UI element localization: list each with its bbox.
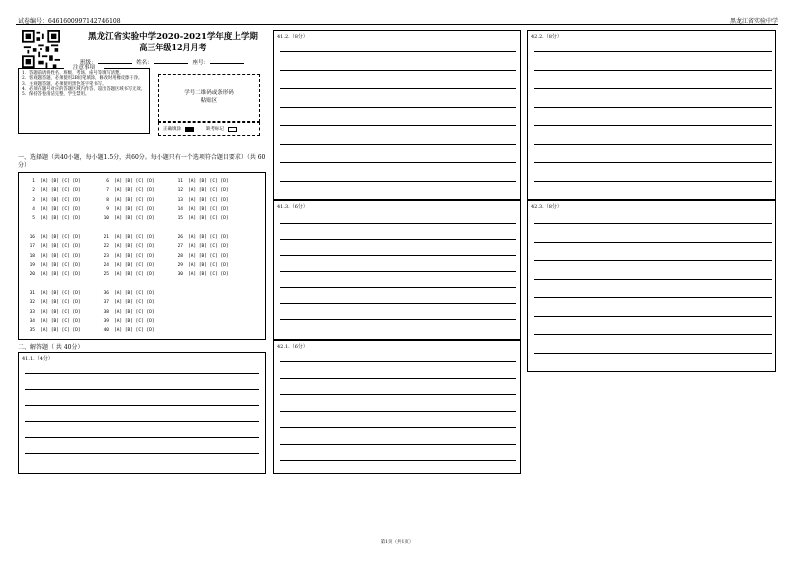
question-number: 29 [177,262,183,268]
choice-options[interactable]: [A] [B] [C] [D] [114,291,155,296]
choice-options[interactable]: [A] [B] [C] [D] [114,179,155,184]
question-number: 32 [29,300,35,306]
correct-fill-sample [185,127,194,132]
answer-line [25,405,259,406]
question-number: 20 [29,272,35,278]
choice-row[interactable] [99,300,155,305]
answer-line [280,427,516,428]
choice-options[interactable]: [A] [B] [C] [D] [40,309,81,315]
choice-options[interactable]: [A] [B] [C] [D] [40,291,81,296]
answer-line [280,239,516,240]
absent-mark-label: 缺考标记 [206,127,224,132]
answer-line [25,453,259,454]
choice-options[interactable]: [A] [B] [C] [D] [40,197,81,203]
notice-item: 5．保持答卷清洁完整，学生禁用。 [22,92,90,98]
class-label: 班级： [80,60,97,66]
exam-title: 黑龙江省实验中学2020-2021学年度上学期 [88,32,258,42]
choice-row[interactable] [99,235,155,240]
question-number: 13 [177,197,183,203]
choice-row[interactable] [99,310,155,315]
choice-row[interactable] [99,319,155,324]
question-number: 22 [103,244,109,250]
choice-options[interactable]: [A] [B] [C] [D] [40,253,81,259]
notice-item: 3．主观题答题，必须使用黑色签字笔书写。 [22,81,107,87]
choice-row[interactable] [173,188,229,193]
choice-options[interactable]: [A] [B] [C] [D] [188,244,229,250]
choice-row[interactable] [173,272,229,277]
choice-options[interactable]: [A] [B] [C] [D] [114,244,155,250]
section1-title: 一、选择题（共40小题，每小题1.5分，共60分。每小题只有一个选项符合题目要求）（共 60分） [18,154,266,169]
answer-line [534,242,772,243]
choice-row[interactable] [25,254,81,259]
answer-line [534,223,772,224]
choice-options[interactable]: [A] [B] [C] [D] [40,244,81,250]
choice-options[interactable]: [A] [B] [C] [D] [114,300,155,306]
answer-box-42-3[interactable] [527,200,776,372]
choice-options[interactable]: [A] [B] [C] [D] [188,216,229,222]
choice-options[interactable]: [A] [B] [C] [D] [40,188,81,194]
sticker-label: 学号二维码或条形码 [184,90,234,96]
question-number: 35 [29,328,35,334]
answer-box-41-3[interactable] [273,200,521,340]
class-field[interactable] [98,63,132,64]
choice-options[interactable]: [A] [B] [C] [D] [40,272,81,278]
choice-row[interactable] [99,272,155,277]
choice-options[interactable]: [A] [B] [C] [D] [40,206,81,212]
answer-line [280,125,516,126]
answer-line [280,223,516,224]
question-number: 5 [32,216,35,222]
question-number: 23 [103,253,109,259]
choice-row[interactable] [99,254,155,259]
choice-options[interactable]: [A] [B] [C] [D] [40,300,81,306]
choice-row[interactable] [25,244,81,249]
choice-options[interactable]: [A] [B] [C] [D] [114,318,155,324]
question-number: 38 [103,309,109,315]
notice-heading: 注意事项 [64,66,104,71]
choice-row[interactable] [25,272,81,277]
choice-options[interactable]: [A] [B] [C] [D] [188,206,229,212]
answer-line [534,144,772,145]
answer-line [534,162,772,163]
choice-options[interactable]: [A] [B] [C] [D] [40,262,81,268]
choice-options[interactable]: [A] [B] [C] [D] [114,309,155,315]
choice-options[interactable]: [A] [B] [C] [D] [188,235,229,240]
answer-line [534,334,772,335]
choice-options[interactable]: [A] [B] [C] [D] [114,272,155,278]
choice-row[interactable] [99,328,155,333]
answer-line [25,421,259,422]
answer-line [280,271,516,272]
choice-row[interactable] [173,254,229,259]
answer-line [280,394,516,395]
question-number: 31 [29,291,35,296]
exam-subtitle: 高三年级12月月考 [139,42,207,52]
choice-options[interactable]: [A] [B] [C] [D] [188,272,229,278]
choice-row[interactable] [25,319,81,324]
question-number: 34 [29,318,35,324]
choice-row[interactable] [25,179,81,184]
answer-line [280,411,516,412]
choice-row[interactable] [25,300,81,305]
answer-label: 42.2.（8分） [531,34,562,40]
choice-row[interactable] [99,207,155,212]
answer-line [534,297,772,298]
correct-fill-label: 正确填涂 [163,127,181,132]
answer-line [280,460,516,461]
section2-title: 二、解答题（ 共 40分） [18,344,84,351]
answer-line [280,303,516,304]
answer-line [534,181,772,182]
answer-label: 41.1.（4分） [22,356,53,362]
answer-line [280,181,516,182]
choice-row[interactable] [99,244,155,249]
choice-row[interactable] [25,291,81,296]
question-number: 39 [103,318,109,324]
question-number: 3 [32,197,35,203]
question-number: 28 [177,253,183,259]
question-number: 2 [32,188,35,194]
fill-marks [158,122,260,136]
choice-row[interactable] [25,188,81,193]
question-number: 25 [103,272,109,278]
choice-row[interactable] [99,198,155,203]
choice-options[interactable]: [A] [B] [C] [D] [114,206,155,212]
answer-line [534,260,772,261]
exam-id: 试卷编号：6461600997142746108 [18,18,121,25]
question-number: 37 [103,300,109,306]
answer-line [280,162,516,163]
choice-row[interactable] [99,291,155,296]
question-number: 40 [103,328,109,334]
choice-options[interactable]: [A] [B] [C] [D] [40,328,81,334]
answer-label: 42.3.（8分） [531,204,562,210]
answer-label: 41.2.（8分） [277,34,308,40]
choice-options[interactable]: [A] [B] [C] [D] [114,235,155,240]
sticker-label-2: 粘贴区 [200,98,218,104]
choice-row[interactable] [25,216,81,221]
answer-line [25,389,259,390]
name-field[interactable] [154,63,188,64]
page-footer: 第1页（共1页） [380,540,414,545]
choice-options[interactable]: [A] [B] [C] [D] [114,216,155,222]
answer-line [280,378,516,379]
question-number: 10 [103,216,109,222]
answer-line [280,319,516,320]
choice-options[interactable]: [A] [B] [C] [D] [188,179,229,184]
choice-row[interactable] [25,207,81,212]
question-number: 12 [177,188,183,194]
answer-line [534,70,772,71]
answer-line [280,70,516,71]
notice-item: 2．客观题答题，必须使用2B铅笔填涂，修改时用橡皮擦干净。 [22,76,143,82]
choice-row[interactable] [25,328,81,333]
seat-label: 座号： [192,60,210,66]
header-divider [16,24,778,25]
choice-options[interactable]: [A] [B] [C] [D] [114,197,155,203]
question-number: 11 [177,179,183,184]
question-number: 8 [106,197,109,203]
choice-row[interactable] [25,310,81,315]
answer-box-42-1[interactable] [273,340,521,474]
question-number: 21 [103,235,109,240]
choice-row[interactable] [173,198,229,203]
choice-row[interactable] [99,179,155,184]
question-number: 18 [29,253,35,259]
answer-box-42-2[interactable] [527,30,776,200]
choice-row[interactable] [25,263,81,268]
choice-options[interactable]: [A] [B] [C] [D] [40,318,81,324]
choice-options[interactable]: [A] [B] [C] [D] [188,188,229,194]
answer-line [25,373,259,374]
choice-options[interactable]: [A] [B] [C] [D] [114,253,155,259]
question-number: 16 [29,235,35,240]
answer-line [280,51,516,52]
choice-row[interactable] [99,188,155,193]
choice-options[interactable]: [A] [B] [C] [D] [114,328,155,334]
answer-label: 42.1.（6分） [277,344,308,350]
answer-line [534,88,772,89]
question-number: 24 [103,262,109,268]
answer-line [280,88,516,89]
question-number: 33 [29,309,35,315]
choice-options[interactable]: [A] [B] [C] [D] [188,197,229,203]
choice-options[interactable]: [A] [B] [C] [D] [114,188,155,194]
question-number: 4 [32,206,35,212]
choice-row[interactable] [173,179,229,184]
choice-options[interactable]: [A] [B] [C] [D] [40,216,81,222]
notice-item: 1．答题前请将姓名、班级、考场、座号等填写清楚。 [22,71,124,77]
question-number: 17 [29,244,35,250]
question-number: 19 [29,262,35,268]
choice-row[interactable] [173,207,229,212]
choice-row[interactable] [173,235,229,240]
answer-line [280,107,516,108]
question-number: 15 [177,216,183,222]
barcode-sticker-area [158,74,260,122]
choice-row[interactable] [173,216,229,221]
answer-line [280,361,516,362]
school-name: 黑龙江省实验中学 [729,18,778,25]
answer-label: 41.3.（6分） [277,204,308,210]
choice-row[interactable] [25,235,81,240]
answer-line [534,107,772,108]
answer-line [534,125,772,126]
question-number: 30 [177,272,183,278]
choice-row[interactable] [99,263,155,268]
choice-options[interactable]: [A] [B] [C] [D] [188,253,229,259]
answer-line [534,316,772,317]
choice-row[interactable] [25,198,81,203]
answer-box-41-2[interactable] [273,30,521,200]
notice-box [18,65,150,134]
notice-item: 4．必须在题号对应的答题区域内作答，超出答题区域书写无效。 [22,86,146,92]
seat-field[interactable] [210,63,244,64]
question-number: 14 [177,206,183,212]
answer-line [534,279,772,280]
choice-options[interactable]: [A] [B] [C] [D] [188,262,229,268]
choice-row[interactable] [173,244,229,249]
answer-line [280,255,516,256]
question-number: 9 [106,206,109,212]
question-number: 1 [32,179,35,184]
choice-row[interactable] [99,216,155,221]
question-number: 27 [177,244,183,250]
answer-line [280,444,516,445]
answer-line [25,437,259,438]
answer-line [534,353,772,354]
answer-line [534,51,772,52]
absent-mark-box[interactable] [228,127,237,132]
qr-code-icon [22,30,60,68]
student-fields [80,58,247,66]
question-number: 7 [106,188,109,194]
answer-line [280,287,516,288]
question-number: 36 [103,291,109,296]
choice-options[interactable]: [A] [B] [C] [D] [114,262,155,268]
choice-options[interactable]: [A] [B] [C] [D] [40,179,81,184]
answer-box-41-1[interactable] [18,352,266,474]
multiple-choice-grid [18,172,266,340]
name-label: 姓名： [136,60,153,66]
answer-line [280,144,516,145]
choice-options[interactable]: [A] [B] [C] [D] [40,235,81,240]
choice-row[interactable] [173,263,229,268]
question-number: 6 [106,179,109,184]
question-number: 26 [177,235,183,240]
